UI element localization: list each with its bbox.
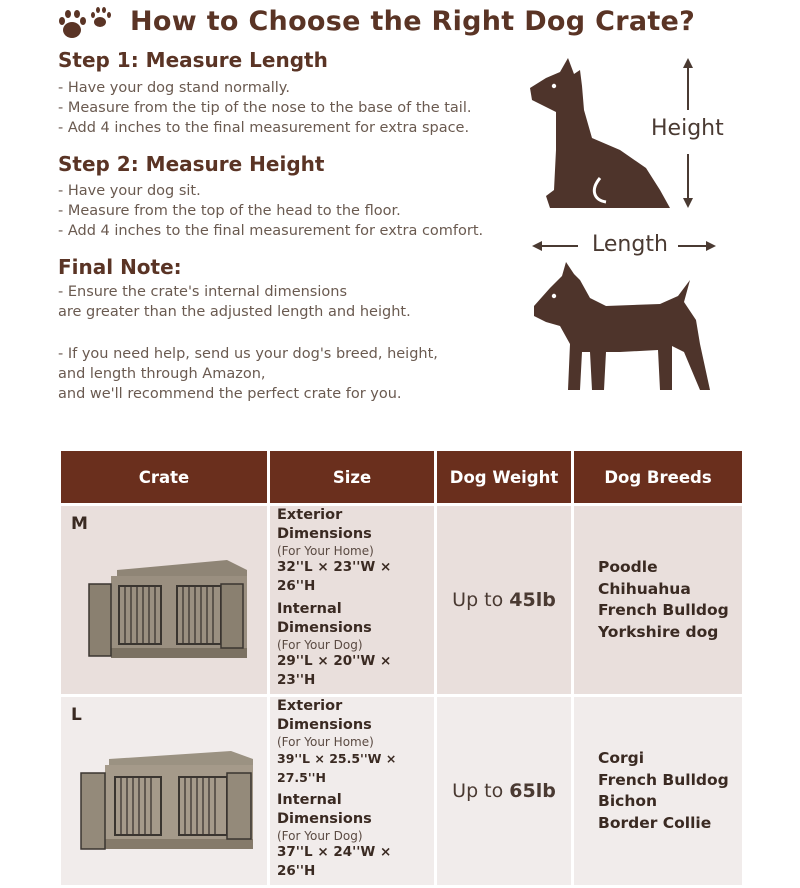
internal-dimensions-value: 37''L × 24''W × 26''H: [277, 844, 392, 879]
column-header: Crate: [61, 451, 267, 503]
height-label: Height: [651, 116, 724, 141]
weight-prefix: Up to: [452, 589, 510, 611]
final-note-line: and we'll recommend the perfect crate for you.: [58, 386, 402, 402]
weight-value: 65lb: [509, 780, 556, 802]
step2-line: - Add 4 inches to the final measurement for extra comfort.: [58, 223, 484, 239]
step2-line: - Measure from the top of the head to the floor.: [58, 203, 401, 219]
step1-line: - Have your dog stand normally.: [58, 80, 290, 96]
breed-item: French Bulldog: [598, 601, 729, 619]
table-row: [61, 506, 742, 694]
paw-icon: [58, 6, 118, 42]
final-note-line: - Ensure the crate's internal dimensions: [58, 284, 348, 300]
breed-item: Border Collie: [598, 813, 712, 832]
exterior-dimensions-value: 32''L × 23''W × 26''H: [277, 559, 392, 594]
page-title: How to Choose the Right Dog Crate?: [130, 6, 696, 37]
internal-dimensions-title: Internal Dimensions: [277, 792, 372, 827]
length-label: Length: [592, 232, 668, 257]
dimensions-cell: [270, 506, 434, 694]
weight-prefix: Up to: [452, 780, 510, 802]
dog-weight-cell: [437, 697, 571, 885]
internal-dimensions-title: Internal Dimensions: [277, 601, 372, 636]
breed-item: Poodle: [598, 558, 658, 576]
final-note-line: and length through Amazon,: [58, 366, 266, 382]
breed-item: French Bulldog: [598, 770, 729, 789]
exterior-dimensions-title: Exterior Dimensions: [277, 698, 372, 733]
breed-item: Yorkshire dog: [598, 622, 719, 641]
breed-item: Corgi: [598, 749, 645, 767]
breed-item: Bichon: [598, 792, 658, 810]
exterior-dimensions-title: Exterior Dimensions: [277, 507, 372, 542]
standing-dog-icon: [534, 262, 710, 390]
exterior-dimensions-note: (For Your Home): [277, 735, 374, 749]
step2-heading: Step 2: Measure Height: [58, 152, 325, 176]
size-label: M: [71, 514, 88, 534]
final-note-line: - If you need help, send us your dog's breed, height,: [58, 346, 438, 362]
title-row: [58, 4, 778, 44]
weight-value: 45lb: [509, 589, 556, 611]
breed-item: Chihuahua: [598, 579, 691, 598]
final-note-line: are greater than the adjusted length and height.: [58, 304, 411, 320]
step1-heading: Step 1: Measure Length: [58, 48, 328, 72]
dog-breeds-cell: [574, 697, 742, 885]
crate-cell: [61, 697, 267, 885]
sitting-dog-icon: [530, 58, 670, 208]
internal-dimensions-note: (For Your Dog): [277, 829, 363, 843]
dog-breeds-cell: [574, 506, 742, 694]
step1-line: - Measure from the tip of the nose to the base of the tail.: [58, 100, 472, 116]
dog-weight-cell: [437, 506, 571, 694]
step1-line: - Add 4 inches to the final measurement for extra space.: [58, 120, 470, 136]
internal-dimensions-note: (For Your Dog): [277, 638, 363, 652]
table-header-row: [61, 451, 742, 503]
column-header: Size: [270, 451, 434, 503]
dimensions-cell: [270, 697, 434, 885]
crate-size-table: [58, 448, 745, 888]
column-header: Dog Weight: [437, 451, 571, 503]
table-row: [61, 697, 742, 885]
exterior-dimensions-note: (For Your Home): [277, 544, 374, 558]
crate-image: [61, 721, 267, 861]
column-header: Dog Breeds: [574, 451, 742, 503]
step2-line: - Have your dog sit.: [58, 183, 201, 199]
crate-image: [61, 530, 267, 670]
final-note-heading: Final Note:: [58, 255, 182, 279]
exterior-dimensions-value: 39''L × 25.5''W × 27.5''H: [277, 751, 397, 785]
internal-dimensions-value: 29''L × 20''W × 23''H: [277, 653, 392, 688]
crate-cell: [61, 506, 267, 694]
size-label: L: [71, 705, 82, 725]
